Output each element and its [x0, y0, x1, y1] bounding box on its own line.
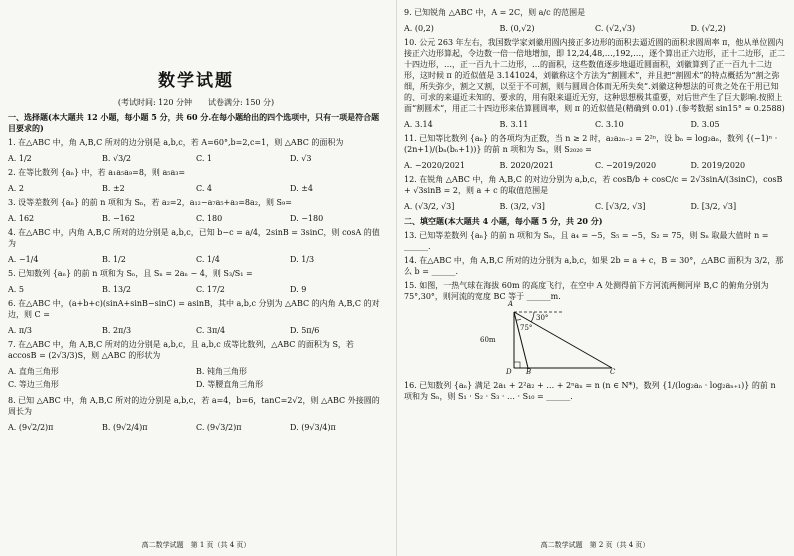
question-text: 4. 在△ABC 中，内角 A,B,C 所对的边分别是 a,b,c，已知 b−c = a/4，2sinB = 3sinC，则 cosA 的值为 [8, 228, 380, 248]
question-text: 7. 在△ABC 中，角 A,B,C 所对的边分别是 a,b,c，且 a,b,c 成等比数列，△ABC 的面积为 S，若 accosB = (2√3/3)S，则 △ABC 的形状为 [8, 340, 354, 360]
option-d: D. √3 [290, 154, 312, 163]
option-b: B. (0,√2) [499, 24, 535, 33]
question-16: 16. 已知数列 {aₙ} 满足 2a₁ + 2²a₂ + … + 2ⁿaₙ = n (n ∈ N*)，数列 {1/(log₂aₙ · log₂aₙ₊₁)} 的前 n 项和为 Sₙ，则 S₁ · S₂ · S₃ · … · S₁₀ = ______. [404, 381, 776, 401]
options [8, 254, 384, 265]
label-c: C [610, 368, 616, 376]
option-d: D. ±4 [290, 184, 314, 193]
label-b: B [526, 368, 532, 376]
question-5 [8, 268, 384, 295]
option-a: A. (0,2) [404, 24, 434, 33]
options [8, 284, 384, 295]
question-text: 1. 在△ABC 中，角 A,B,C 所对的边分别是 a,b,c，若 A=60°,b=2,c=1，则 △ABC 的面积为 [8, 138, 344, 147]
question-15: 15. 如图，一热气球在海拔 60m 的高度飞行，在空中 A 处测得前下方河流两侧河岸 B,C 的俯角分别为 75°,30°，则河流的宽度 BC 等于 ______m. [404, 281, 769, 301]
options [8, 183, 384, 194]
options [404, 160, 786, 171]
question-text: 6. 在△ABC 中，(a+b+c)(sinA+sinB−sinC) = asinB，其中 a,b,c 分别为 △ABC 的内角 A,B,C 的对边，则 C = [8, 299, 380, 319]
option-d: D. (9√3/4)π [290, 423, 336, 432]
question-4 [8, 227, 384, 265]
question-text: 8. 已知 △ABC 中，角 A,B,C 所对的边分别是 a,b,c，若 a=4，b=6，tanC=2√2，则 △ABC 外接圆的周长为 [8, 396, 380, 416]
option-c: C. 4 [196, 184, 213, 193]
option-d: D. 5π/6 [290, 326, 320, 335]
page-title: 数学试题 [158, 71, 234, 91]
options [8, 422, 384, 433]
option-c: C. [√3/2, √3] [595, 202, 646, 211]
options [404, 119, 786, 130]
angle-arc-30 [531, 312, 534, 322]
question-8 [8, 395, 384, 433]
option-d: D. [3/2, √3] [690, 202, 737, 211]
option-b: B. 13/2 [102, 285, 131, 294]
option-c: C. 1 [196, 154, 213, 163]
line-ac [514, 312, 612, 368]
option-a: A. (9√2/2)π [8, 423, 54, 432]
options [404, 23, 786, 34]
question-text: 2. 在等比数列 {aₙ} 中，若 a₁a₅a₉=8，则 a₅a₃= [8, 168, 186, 177]
options [8, 366, 384, 392]
option-b: B. 2020/2021 [499, 161, 554, 170]
option-b: B. 1/2 [102, 255, 126, 264]
option-a: A. −1/4 [8, 255, 39, 264]
option-c: C. 3π/4 [196, 326, 226, 335]
angle-arc-75 [516, 319, 521, 320]
option-a: A. 2 [8, 184, 24, 193]
option-c: C. 17/2 [196, 285, 225, 294]
option-d: D. (√2,2) [690, 24, 726, 33]
label-height: 60m [480, 336, 496, 344]
question-12 [404, 174, 786, 212]
page-footer: 高二数学试题 第 2 页（共 4 页） [540, 541, 650, 549]
option-d: D. 1/3 [290, 255, 315, 264]
option-b: B. (3/2, √3] [499, 202, 545, 211]
option-c: C. −2019/2020 [595, 161, 657, 170]
exam-info: (考试时间: 120 分钟 试卷满分: 150 分) [117, 98, 275, 107]
label-a: A [508, 300, 514, 308]
question-text: 12. 在锐角 △ABC 中，角 A,B,C 的对边分别为 a,b,c，若 cosB/b + cosC/c = 2√3sinA/(3sinC)，cosB + √3sinB = 2，则 a + c 的取值范围是 [404, 175, 783, 195]
option-a: A. 直角三角形 [8, 367, 59, 376]
page-footer: 高二数学试题 第 1 页（共 4 页） [141, 541, 251, 549]
option-c: C. 等边三角形 [8, 380, 59, 389]
option-a: A. 162 [8, 214, 35, 223]
option-c: C. 3.10 [595, 120, 624, 129]
option-c: C. 1/4 [196, 255, 220, 264]
option-b: B. 3.11 [499, 120, 529, 129]
question-10 [404, 37, 786, 130]
option-d: D. −180 [290, 214, 324, 223]
option-b: B. −162 [102, 214, 135, 223]
option-d: D. 等腰直角三角形 [196, 380, 264, 389]
option-b: B. √3/2 [102, 154, 131, 163]
option-d: D. 2019/2020 [690, 161, 746, 170]
option-d: D. 3.05 [690, 120, 720, 129]
question-2 [8, 167, 384, 194]
question-7 [8, 339, 384, 392]
option-c: C. (√2,√3) [595, 24, 636, 33]
question-11 [404, 133, 786, 171]
section-choice-heading: 一、选择题(本大题共 12 小题，每小题 5 分，共 60 分.在每小题给出的四个选项中，只有一项是符合题目要求的) [8, 112, 380, 133]
label-angle-30: 30° [536, 314, 549, 322]
option-a: A. 5 [8, 285, 24, 294]
option-a: A. (√3/2, √3] [404, 202, 455, 211]
balloon-figure [480, 300, 654, 376]
page-fold [396, 0, 397, 556]
options [404, 201, 786, 212]
option-c: C. 180 [196, 214, 223, 223]
options [8, 213, 384, 224]
question-13: 13. 已知等差数列 {aₙ} 的前 n 项和为 Sₙ，且 a₄ = −5，S₅ = −5，S₂ = 75，则 Sₙ 取最大值时 n = ______. [404, 231, 769, 251]
question-text: 11. 已知等比数列 {aₙ} 的各项均为正数，当 n ≥ 2 时，a₂a₂ₙ₋₂ = 2²ⁿ，设 bₙ = log₂aₙ，数列 {(−1)ⁿ · (2n+1)/(bₙ(bₙ+1))} 的前 n 项和为 Sₙ，则 S₂₀₂₀ = [404, 134, 778, 154]
section-fill-heading: 二、填空题(本大题共 4 小题，每小题 5 分，共 20 分) [404, 216, 603, 226]
options [8, 325, 384, 336]
question-text: 9. 已知锐角 △ABC 中，A = 2C，则 a/c 的范围是 [404, 8, 586, 17]
option-b: B. 钝角三角形 [196, 367, 247, 376]
triangle-diagram [494, 306, 654, 376]
line-ab [514, 312, 528, 368]
option-b: B. ±2 [102, 184, 125, 193]
question-text: 10. 公元 263 年左右，我国数学家刘徽用圆内接正多边形的面积去逼近圆的面积求圆周率 π，他从单位圆内接正六边形算起，令边数一倍一倍地增加，即 12,24,48,…,192,…，逐个算出正六边形，正十二边形，正二十四边形，…，正一百九十二边形，…的面积，这些数值逐步地逼近圆面积，刘徽算到了正一百九十二边形，这时候 π 的近似值是 3.141024，刘徽称这个方法为“割圆术”，并且把“割圆术”的特点概括为“割之弥细，所失弥少，割之又割，以至于不可割，则与圆周合体而无所失矣”.刘徽这种想法的可贵之处在于用已知的、可求的来逼近未知的、要求的，用有限来逼近无穷，这种思想极其重要，对后世产生了巨大影响.按照上面“割圆术”，用正二十四边形来估算圆周率，则 π 的近似值是(精确到 0.01) .(参考数据 sin15° ≈ 0.2588) [404, 38, 786, 113]
question-6 [8, 298, 384, 336]
option-b: B. (9√2/4)π [102, 423, 148, 432]
options [8, 153, 384, 164]
option-d: D. 9 [290, 285, 307, 294]
left-page [8, 4, 384, 552]
option-b: B. 2π/3 [102, 326, 132, 335]
option-c: C. (9√3/2)π [196, 423, 242, 432]
question-14: 14. 在△ABC 中，角 A,B,C 所对的边分别为 a,b,c，如果 2b = a + c，B = 30°，△ABC 面积为 3/2，那么 b = ______. [404, 256, 784, 276]
right-angle-mark [514, 362, 520, 368]
right-page [404, 4, 786, 552]
question-3 [8, 197, 384, 224]
option-a: A. 1/2 [8, 154, 32, 163]
option-a: A. −2020/2021 [404, 161, 465, 170]
label-angle-75: 75° [520, 324, 533, 332]
question-1 [8, 137, 384, 164]
question-text: 3. 设等差数列 {aₙ} 的前 n 项和为 Sₙ，若 a₂=2，a₁₂−a₇a₅+a₃=8a₂，则 S₉= [8, 198, 292, 207]
question-text: 5. 已知数列 {aₙ} 的前 n 项和为 Sₙ，且 Sₙ = 2aₙ − 4，则 S₃/S₁ = [8, 269, 253, 278]
label-d: D [506, 368, 512, 376]
question-9 [404, 7, 786, 34]
option-a: A. 3.14 [404, 120, 433, 129]
option-a: A. π/3 [8, 326, 32, 335]
